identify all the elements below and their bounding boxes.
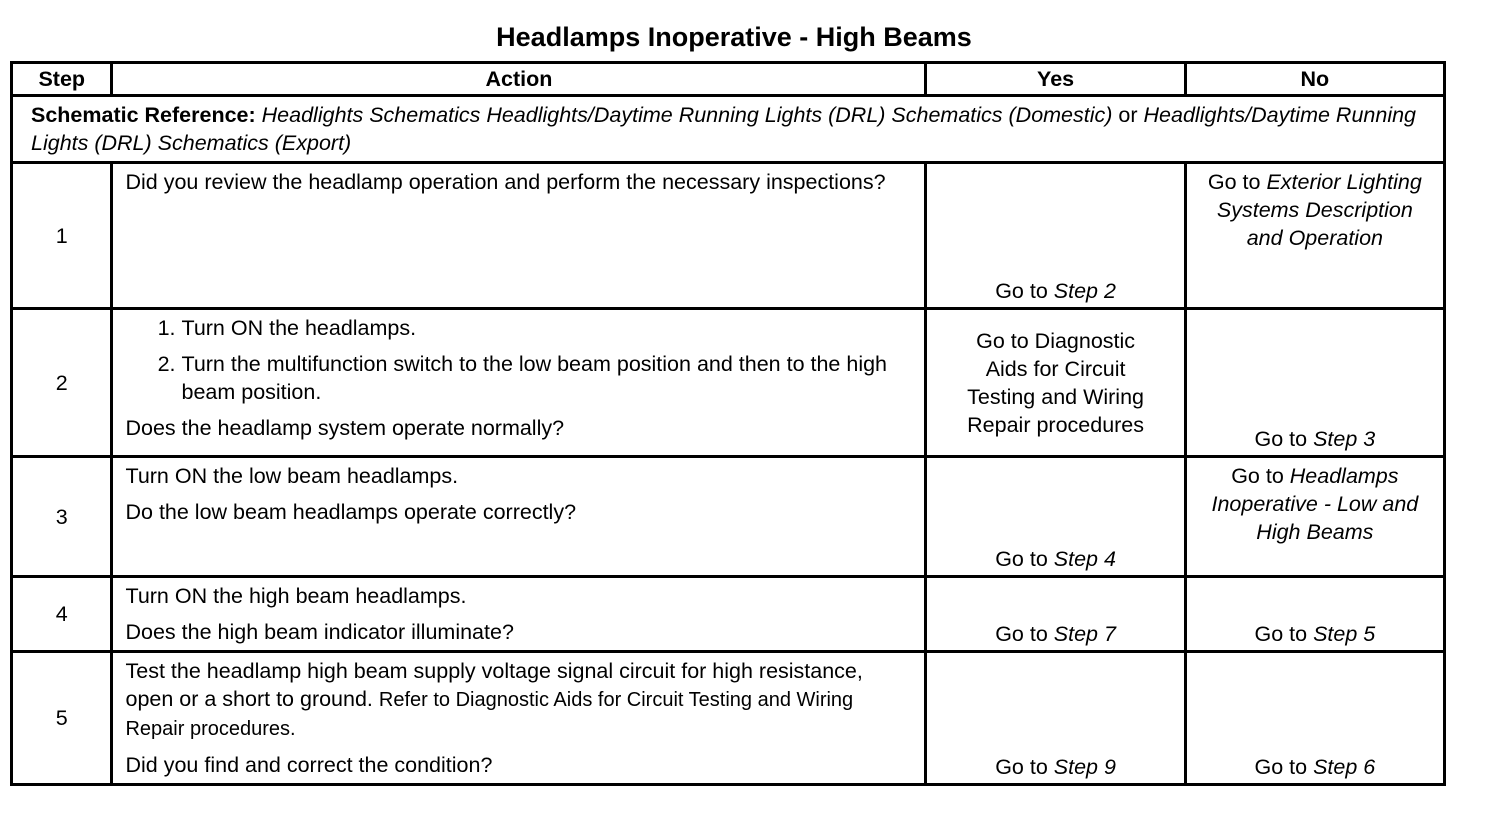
no-prefix: Go to [1254,427,1308,451]
action-text: Did you review the headlamp operation and perform the necessary inspections? [125,170,886,194]
no-cell [1185,309,1444,457]
no-prefix: Go to [1254,622,1308,646]
yes-link[interactable]: Step 2 [1053,279,1116,303]
schematic-ref-1[interactable]: Headlights Schematics Headlights/Daytime Running Lights (DRL) Schematics (Domestic) [261,103,1113,127]
table-row [12,457,1445,577]
step-number: 1 [12,163,112,309]
yes-link[interactable]: Step 9 [1053,755,1116,779]
yes-link[interactable]: Step 4 [1053,547,1116,571]
list-item: 1. Turn ON the headlamps. [181,314,912,342]
schematic-ref-2[interactable]: Headlights/Daytime Running Lights (DRL) Schematics (Export) [31,103,1417,155]
page-title: Headlamps Inoperative - High Beams [496,22,972,52]
yes-cell [926,577,1185,652]
yes-cell [926,652,1185,785]
list-item: 2. Turn the multifunction switch to the low beam position and then to the high beam position. [181,350,912,406]
table-row [12,309,1445,457]
yes-prefix: Go to [995,279,1048,303]
action-question: Does the high beam indicator illuminate? [125,620,514,644]
step-number: 4 [12,577,112,652]
header-step: Step [12,63,112,96]
yes-prefix: Go to [995,547,1048,571]
no-cell [1185,577,1444,652]
no-prefix: Go to [1207,170,1261,194]
table-row [12,577,1445,652]
yes-prefix: Go to [995,755,1048,779]
no-link[interactable]: Step 3 [1313,427,1376,451]
step-number: 5 [12,652,112,785]
yes-cell [926,163,1185,309]
action-list [125,314,912,406]
no-prefix: Go to [1231,464,1284,488]
table-row [12,163,1445,309]
yes-link[interactable]: Step 7 [1053,622,1116,646]
action-text-refer[interactable]: Refer to Diagnostic Aids for Circuit Testing and Wiring Repair procedures. [125,689,854,740]
schematic-row [12,96,1445,163]
yes-text[interactable]: Go to Diagnostic Aids for Circuit Testing and Wiring Repair procedures [967,328,1145,437]
no-prefix: Go to [1254,755,1308,779]
no-link[interactable]: Exterior Lighting Systems Description and Operation [1216,170,1422,250]
no-link[interactable]: Step 5 [1313,622,1376,646]
yes-prefix: Go to [995,622,1048,646]
schematic-or: or [1118,103,1138,127]
action-question: Do the low beam headlamps operate correctly? [125,500,577,524]
action-cell [112,652,926,785]
action-cell [112,163,926,309]
action-text: Turn ON the high beam headlamps. [125,584,467,608]
no-cell [1185,652,1444,785]
schematic-reference [12,96,1445,163]
step-number: 2 [12,309,112,457]
header-yes: Yes [926,63,1185,96]
step-number: 3 [12,457,112,577]
action-text-main: Test the headlamp high beam supply voltage signal circuit for high resistance, open or a short to ground. [125,659,863,711]
no-cell [1185,163,1444,309]
table-row [12,652,1445,785]
yes-cell [926,309,1185,457]
diagnostic-table [10,61,1446,786]
action-text: Turn ON the low beam headlamps. [125,464,459,488]
action-question: Does the headlamp system operate normally? [125,416,565,440]
header-action: Action [112,63,926,96]
action-cell [112,457,926,577]
action-cell [112,309,926,457]
no-link[interactable]: Step 6 [1313,755,1376,779]
no-cell [1185,457,1444,577]
yes-cell [926,457,1185,577]
action-text [125,657,912,743]
schematic-label: Schematic Reference: [31,103,256,127]
action-question: Did you find and correct the condition? [125,753,493,777]
header-row [12,63,1445,96]
no-link[interactable]: Headlamps Inoperative - Low and High Beams [1211,464,1419,544]
header-no: No [1185,63,1444,96]
action-cell [112,577,926,652]
